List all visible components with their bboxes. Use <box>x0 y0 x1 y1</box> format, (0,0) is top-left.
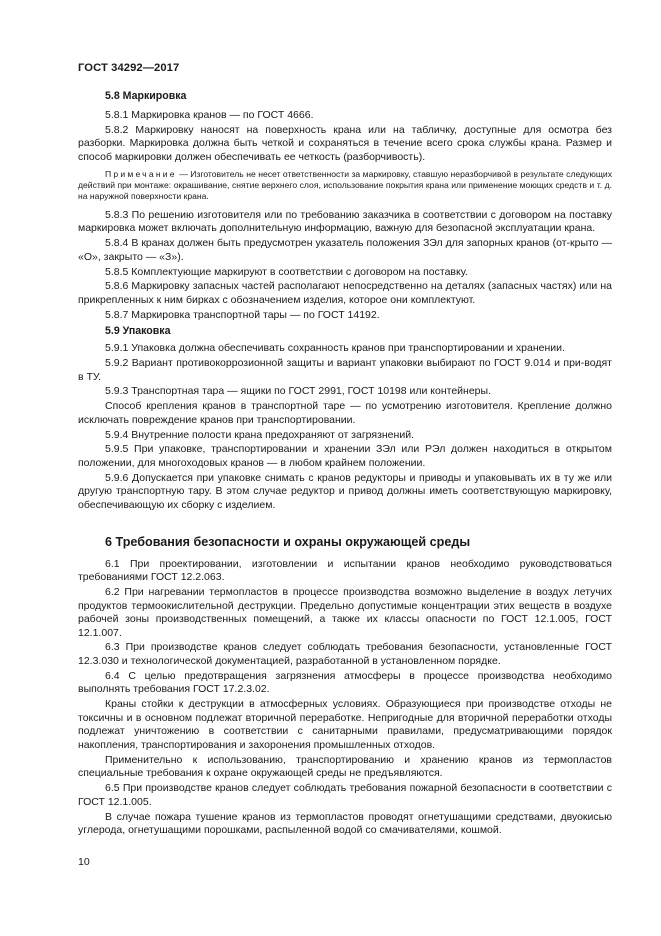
paragraph-5-9-6: 5.9.6 Допускается при упаковке снимать с кранов редукторы и приводы и упаковывать их в ту же или другую транспортную тару. В этом случае редуктор и привод должны иметь соответствующую маркировку, обеспечивающую их сборку с изделием. <box>78 471 612 511</box>
paragraph-5-8-3: 5.8.3 По решению изготовителя или по требованию заказчика в соответствии с договором на поставку маркировка может включать дополнительную информацию, важную для безопасной эксплуатации крана. <box>78 208 612 235</box>
section-title-5-9: 5.9 Упаковка <box>105 325 171 338</box>
paragraph-waste: Краны стойки к деструкции в атмосферных условиях. Образующиеся при производстве отходы не токсичны и в основном подлежат вторичной переработке. Непригодные для вторичной переработки отходы подлежат уничтожению в соответствии с санитарными правилами, предусматривающими порядок накопления, транспортирования и захоронения промышленных отходов. <box>78 698 612 751</box>
paragraph-5-8-4: 5.8.4 В кранах должен быть предусмотрен указатель положения ЗЭл для запорных кранов (от-крыто — «О», закрыто — «З»). <box>78 237 612 263</box>
paragraph-5-8-5: 5.8.5 Комплектующие маркируют в соответствии с договором на поставку. <box>105 265 468 278</box>
page-number: 10 <box>78 856 90 868</box>
paragraph-5-8-2: 5.8.2 Маркировку наносят на поверхность крана или на табличку, доступные для осмотра без разборки. Маркировка должна быть четкой и сохраняться в течение всего срока службы крана. Размер и способ маркировки должен обеспечивать ее четкость (разборчивость). <box>78 123 612 163</box>
page-content <box>78 90 612 839</box>
paragraph-fire: В случае пожара тушение кранов из термопластов проводят огнетушащими средствами, двуокисью углерода, огнетушащими порошками, распыленной водой со смачивателями, кошмой. <box>78 810 612 837</box>
note-label: Примечание <box>105 168 177 179</box>
paragraph-6-4: 6.4 С целью предотвращения загрязнения атмосферы в процессе производства необходимо выполнять требования ГОСТ 17.2.3.02. <box>78 669 612 696</box>
paragraph-5-9-1: 5.9.1 Упаковка должна обеспечивать сохранность кранов при транспортировании и хранении. <box>105 342 565 355</box>
paragraph-6-2: 6.2 При нагревании термопластов в процессе производства возможно выделение в воздух летучих продуктов термоокислительной деструкции. Предельно допустимые концентрации этих веществ в воздухе рабочей зоны производственных помещений, а также их классы опасности по ГОСТ 12.1.005, ГОСТ 12.1.007. <box>78 585 612 639</box>
paragraph-5-9-4: 5.9.4 Внутренние полости крана предохраняют от загрязнений. <box>105 428 414 441</box>
paragraph-6-3: 6.3 При производстве кранов следует соблюдать требования безопасности, установленные ГОСТ 12.3.030 и технологической документацией, разработанной в установленном порядке. <box>78 641 612 668</box>
paragraph-6-5: 6.5 При производстве кранов следует соблюдать требования пожарной безопасности в соответствии с ГОСТ 12.1.005. <box>78 782 612 808</box>
paragraph-5-8-6: 5.8.6 Маркировку запасных частей располагают непосредственно на деталях (запасных частях) или на прикрепленных к ним бирках с обозначением изделия, которое они комплектуют. <box>78 280 612 306</box>
document-header: ГОСТ 34292—2017 <box>78 62 180 74</box>
paragraph-6-1: 6.1 При проектировании, изготовлении и испытании кранов необходимо руководствоваться требованиями ГОСТ 12.2.063. <box>78 557 612 584</box>
paragraph-5-9-3: 5.9.3 Транспортная тара — ящики по ГОСТ 2991, ГОСТ 10198 или контейнеры. <box>105 385 491 398</box>
paragraph-5-9-2: 5.9.2 Вариант противокоррозионной защиты и вариант упаковки выбирают по ГОСТ 9.014 и при-водят в ТУ. <box>78 357 612 383</box>
chapter-title-6: 6 Требования безопасности и охраны окружающей среды <box>105 534 471 549</box>
paragraph-environment: Применительно к использованию, транспортированию и хранению кранов из термопластов специальные требования к охране окружающей среды не предъявляются. <box>78 753 612 780</box>
paragraph-5-8-1: 5.8.1 Маркировка кранов — по ГОСТ 4666. <box>105 109 314 121</box>
section-title-5-8: 5.8 Маркировка <box>105 90 187 102</box>
note-5-8 <box>78 169 612 203</box>
note-text: — Изготовитель не несет ответственности за маркировку, ставшую неразборчивой в результате следующих действий при монтаже: окрашивание, снятие верхнего слоя, использование покрытия крана или применение моющих средств и т. д. на наружной поверхности крана. <box>78 168 612 202</box>
paragraph-5-8-7: 5.8.7 Маркировка транспортной тары — по ГОСТ 14192. <box>105 308 380 321</box>
paragraph-5-9-5: 5.9.5 При упаковке, транспортировании и хранении ЗЭл или РЭл должен находиться в открытом положении, для многоходовых кранов — в любом крайнем положении. <box>78 443 612 469</box>
paragraph-packing-method: Способ крепления кранов в транспортной таре — по усмотрению изготовителя. Крепление должно исключать повреждение кранов при транспортировании. <box>78 400 612 426</box>
